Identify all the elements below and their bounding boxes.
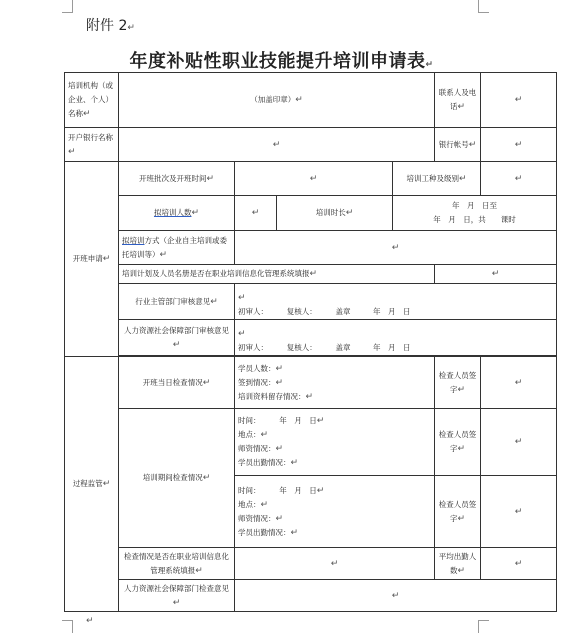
- batch-label: 开班批次及开班时间↵: [119, 162, 235, 196]
- training-period-field[interactable]: 年 月 日至 年 月 日，共 课时: [393, 196, 557, 231]
- page-corner-mark: [478, 620, 489, 633]
- trainee-count-field[interactable]: ↵: [235, 196, 277, 231]
- process-group-label: 过程监管↵: [65, 357, 119, 612]
- inspector-sign-field[interactable]: ↵: [481, 409, 557, 476]
- batch-field[interactable]: ↵: [235, 162, 393, 196]
- inspector-sign-label: 检查人员签字↵: [435, 476, 481, 548]
- hr-check-field[interactable]: ↵: [235, 580, 557, 612]
- annex-label: 附件 2↵: [86, 18, 135, 34]
- inspector-sign-field[interactable]: ↵: [481, 476, 557, 548]
- org-name-label: 培训机构（或企业、个人）名称↵: [65, 73, 119, 128]
- paragraph-mark: ↵: [86, 616, 94, 626]
- page-title: 年度补贴性职业技能提升培训申请表↵: [129, 51, 434, 72]
- period-check-label: 培训期间检查情况↵: [119, 409, 235, 548]
- check-system-filed-field[interactable]: ↵: [235, 548, 435, 580]
- trade-label: 培训工种及级别↵: [393, 162, 481, 196]
- opening-day-check-field[interactable]: 学员人数：↵ 签到情况：↵ 培训资料留存情况：↵: [235, 357, 435, 409]
- plan-filed-label: 培训计划及人员名册是否在职业培训信息化管理系统填报↵: [119, 265, 435, 284]
- training-mode-field[interactable]: ↵: [235, 231, 557, 265]
- apply-group-label: 开班申请↵: [65, 162, 119, 357]
- hr-review-label: 人力资源社会保障部门审核意见↵: [119, 320, 235, 356]
- opening-day-check-label: 开班当日检查情况↵: [119, 357, 235, 409]
- inspector-sign-field[interactable]: ↵: [481, 357, 557, 409]
- avg-attendance-field[interactable]: ↵: [481, 548, 557, 580]
- avg-attendance-label: 平均出勤人数↵: [435, 548, 481, 580]
- plan-filed-field[interactable]: ↵: [435, 265, 557, 284]
- contact-label: 联系人及电话↵: [435, 73, 481, 128]
- period-check-field[interactable]: 时间： 年 月 日↵ 地点：↵ 师资情况：↵ 学员出勤情况：↵: [235, 409, 435, 476]
- bank-account-field[interactable]: ↵: [481, 128, 557, 162]
- application-form-table: [64, 72, 557, 612]
- training-mode-label: 拟培训方式（企业自主培训或委托培训等）↵: [119, 231, 235, 265]
- hr-check-label: 人力资源社会保障部门检查意见↵: [119, 580, 235, 612]
- inspector-sign-label: 检查人员签字↵: [435, 357, 481, 409]
- inspector-sign-label: 检查人员签字↵: [435, 409, 481, 476]
- period-check-field[interactable]: 时间： 年 月 日↵ 地点：↵ 师资情况：↵ 学员出勤情况：↵: [235, 476, 435, 548]
- bank-name-label: 开户银行名称↵: [65, 128, 119, 162]
- industry-review-label: 行业主管部门审核意见↵: [119, 284, 235, 320]
- org-name-field[interactable]: （加盖印章）↵: [119, 73, 435, 128]
- industry-review-field[interactable]: ↵ 初审人： 复核人： 盖章 年 月 日: [235, 284, 557, 320]
- trade-field[interactable]: ↵: [481, 162, 557, 196]
- page-corner-mark: [62, 0, 73, 13]
- page-corner-mark: [62, 620, 73, 633]
- check-system-filed-label: 检查情况是否在职业培训信息化管理系统填报↵: [119, 548, 235, 580]
- page-corner-mark: [478, 0, 489, 13]
- bank-account-label: 银行帐号↵: [435, 128, 481, 162]
- bank-name-field[interactable]: ↵: [119, 128, 435, 162]
- hr-review-field[interactable]: ↵ 初审人： 复核人： 盖章 年 月 日: [235, 320, 557, 356]
- trainee-count-label: 拟培训人数↵: [119, 196, 235, 231]
- training-hours-label: 培训时长↵: [277, 196, 393, 231]
- contact-field[interactable]: ↵: [481, 73, 557, 128]
